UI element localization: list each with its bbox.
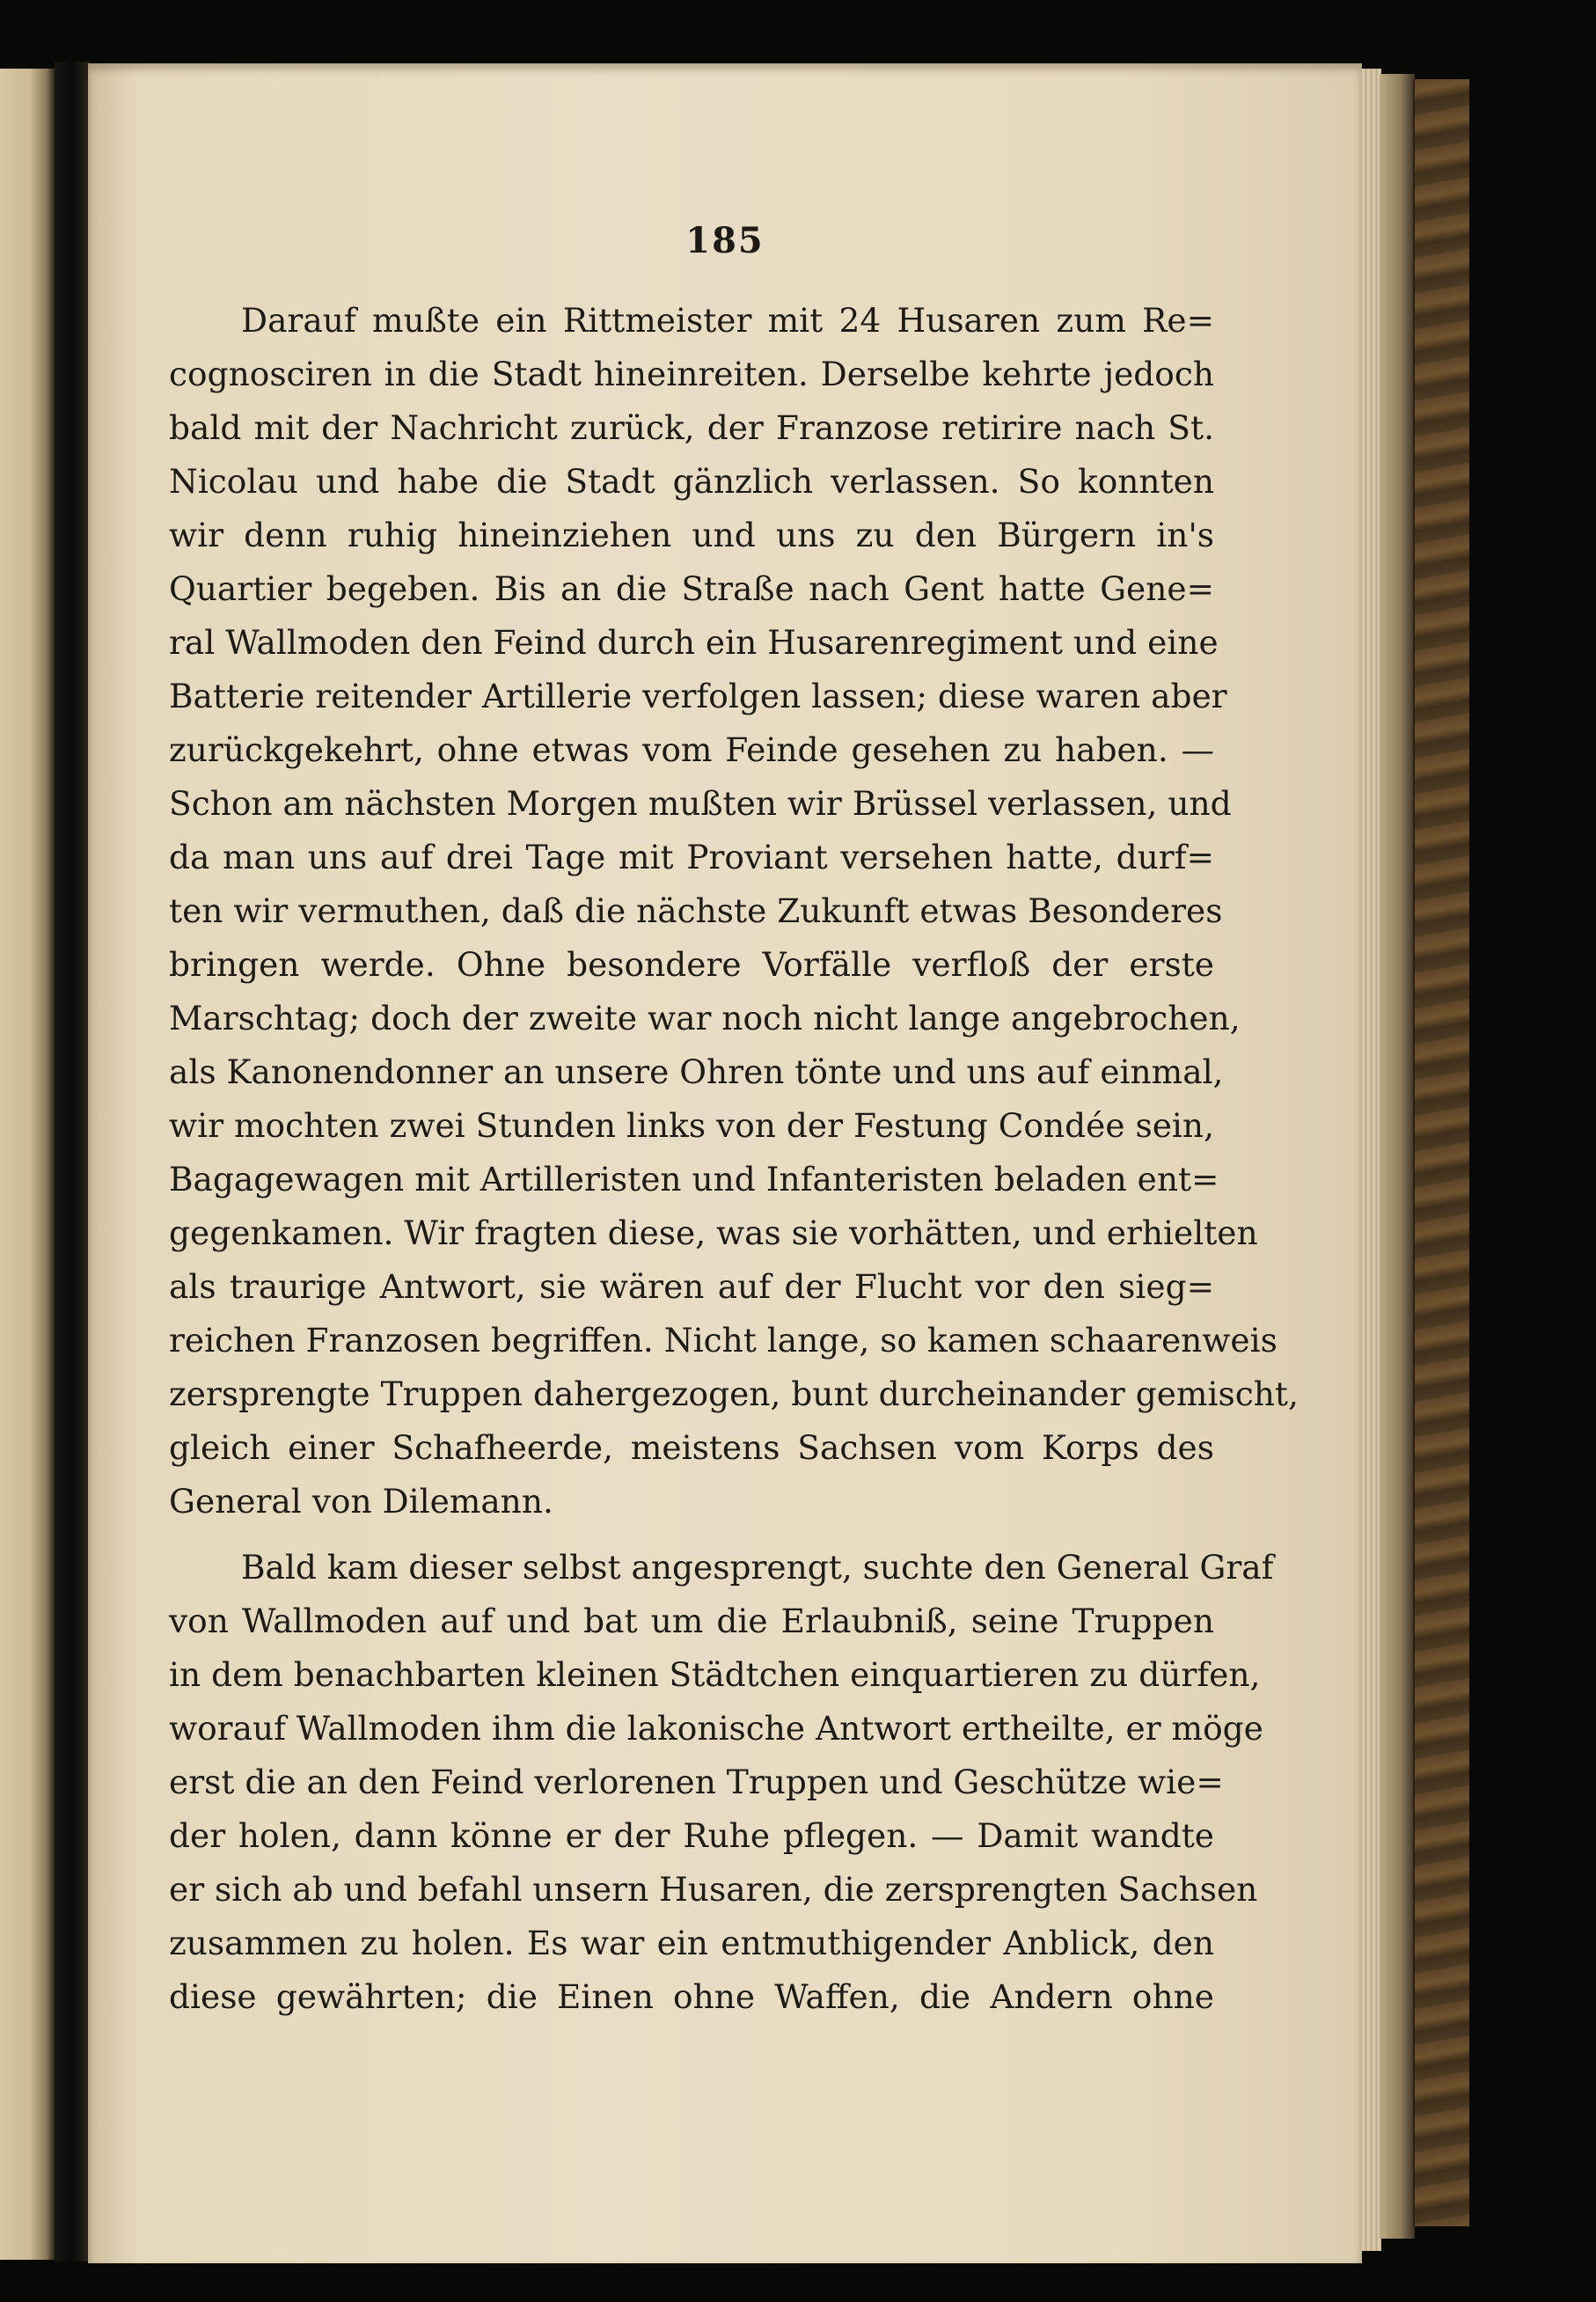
text-line: zurückgekehrt, ohne etwas vom Feinde gesehen zu haben. — [169,730,1214,769]
text-line: bald mit der Nachricht zurück, der Franzose retirire nach St. [169,408,1214,447]
text-line: diese gewährten; die Einen ohne Waffen, die Andern ohne [169,1977,1214,2016]
text-line: Batterie reitender Artillerie verfolgen lassen; diese waren aber [169,677,1227,715]
text-line: zersprengte Truppen dahergezogen, bunt durcheinander gemischt, [169,1375,1299,1413]
text-line: wir denn ruhig hineinziehen und uns zu den Bürgern in's [169,516,1214,554]
text-line: Schon am nächsten Morgen mußten wir Brüssel verlassen, und [169,784,1232,823]
text-line: Quartier begeben. Bis an die Straße nach Gent hatte Gene= [169,569,1214,608]
text-line: Nicolau und habe die Stadt gänzlich verlassen. So konnten [169,462,1214,501]
text-line: da man uns auf drei Tage mit Proviant versehen hatte, durf= [169,838,1214,876]
text-line: reichen Franzosen begriffen. Nicht lange, so kamen schaarenweis [169,1321,1278,1360]
body-text [169,294,1299,2024]
book-board [1380,74,1415,2239]
book-gutter [55,62,90,2262]
text-line: ten wir vermuthen, daß die nächste Zukunft etwas Besonderes [169,891,1223,930]
text-line: zusammen zu holen. Es war ein entmuthigender Anblick, den [169,1924,1214,1962]
text-line: wir mochten zwei Stunden links von der Festung Condée sein, [169,1106,1214,1145]
text-line: in dem benachbarten kleinen Städtchen einquartieren zu dürfen, [169,1655,1261,1694]
book-cover [1413,79,1469,2226]
paragraph-gap [169,1529,1214,1541]
text-line: cognosciren in die Stadt hineinreiten. Derselbe kehrte jedoch [169,355,1214,393]
text-line: der holen, dann könne er der Ruhe pflegen. — Damit wandte [169,1816,1214,1855]
page-number: 185 [685,220,765,261]
paragraph-1 [169,294,1299,1529]
text-line: ral Wallmoden den Feind durch ein Husarenregiment und eine [169,623,1219,662]
text-line: als Kanonendonner an unsere Ohren tönte und uns auf einmal, [169,1052,1224,1091]
book-page [88,63,1362,2263]
paragraph-2 [169,1541,1274,2024]
text-line: Bald kam dieser selbst angesprengt, suchte den General Graf [241,1548,1274,1587]
text-line: er sich ab und befahl unsern Husaren, die zersprengten Sachsen [169,1870,1258,1909]
text-line: gleich einer Schafheerde, meistens Sachsen vom Korps des [169,1428,1214,1467]
text-line: Bagagewagen mit Artilleristen und Infanteristen beladen ent= [169,1160,1219,1199]
text-line: Darauf mußte ein Rittmeister mit 24 Husaren zum Re= [241,301,1214,340]
text-line: als traurige Antwort, sie wären auf der Flucht vor den sieg= [169,1267,1214,1306]
text-line: worauf Wallmoden ihm die lakonische Antwort ertheilte, er möge [169,1709,1263,1748]
text-line: gegenkamen. Wir fragten diese, was sie vorhätten, und erhielten [169,1213,1258,1252]
text-line: bringen werde. Ohne besondere Vorfälle verfloß der erste [169,945,1214,984]
text-line: von Wallmoden auf und bat um die Erlaubniß, seine Truppen [169,1602,1214,1640]
text-line: General von Dilemann. [169,1482,553,1521]
previous-page-edge [0,69,55,2260]
text-line: erst die an den Feind verlorenen Truppen und Geschütze wie= [169,1763,1224,1801]
text-line: Marschtag; doch der zweite war noch nicht lange angebrochen, [169,999,1241,1037]
